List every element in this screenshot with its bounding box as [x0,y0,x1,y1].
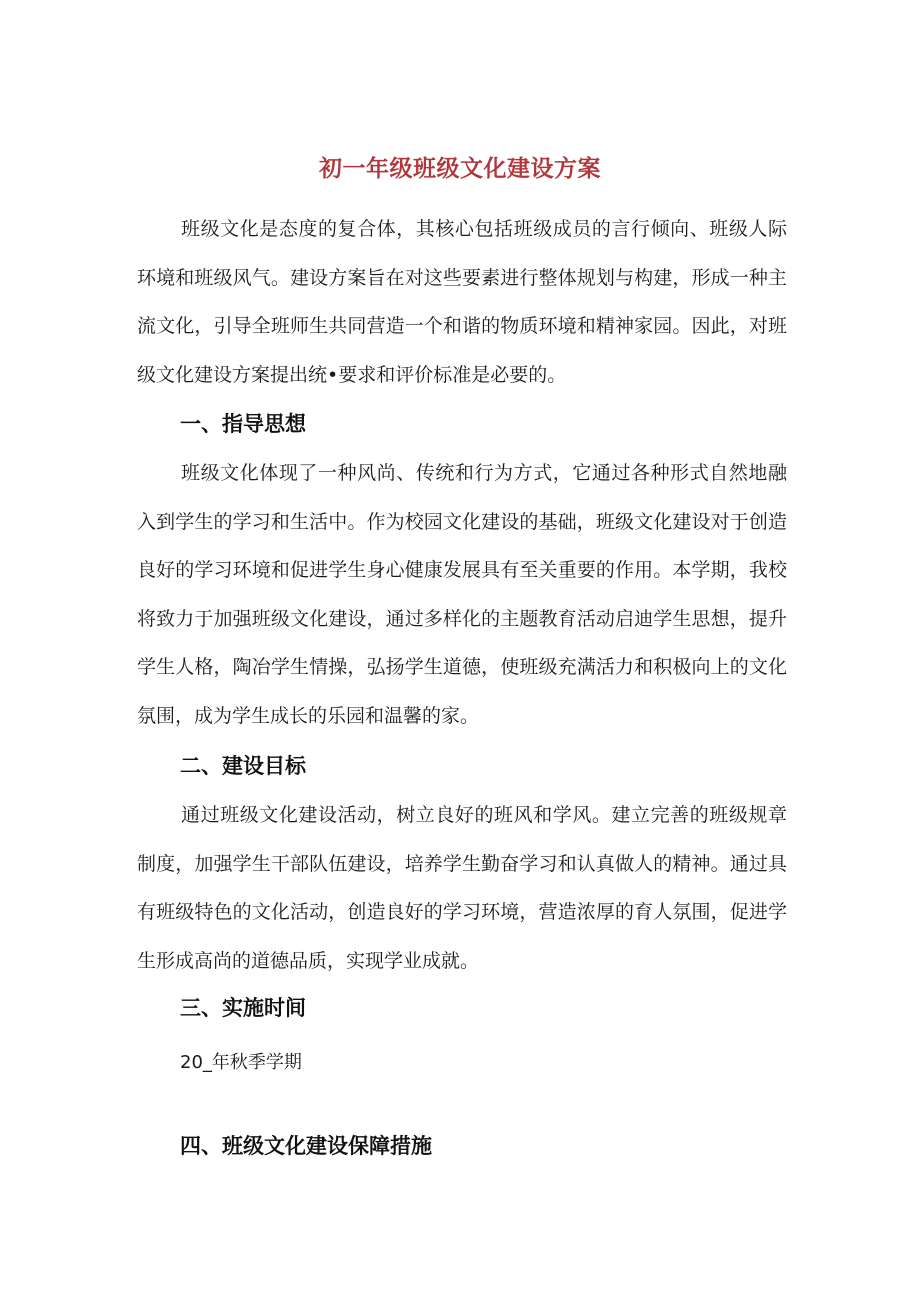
section-heading-goals: 二、建设目标 [180,754,306,778]
document-title: 初一年级班级文化建设方案 [319,156,601,183]
section-body-schedule: 20_年秋季学期 [180,1052,302,1073]
section-body-guiding-ideology: 班级文化体现了一种风尚、传统和行为方式，它通过各种形式自然地融入到学生的学习和生活中。作为校园文化建设的基础，班级文化建设对于创造良好的学习环境和促进学生身心健康发展具有至关重要的作用。本学期，我校将致力于加强班级文化建设，通过多样化的主题教育活动启迪学生思想，提升学生人格，陶冶学生情操，弘扬学生道德，使班级充满活力和积极向上的文化氛围，成为学生成长的乐园和温馨的家。 [137,462,787,727]
intro-paragraph: 班级文化是态度的复合体，其核心包括班级成员的言行倾向、班级人际环境和班级风气。建设方案旨在对这些要素进行整体规划与构建，形成一种主流文化，引导全班师生共同营造一个和谐的物质环境和精神家园。因此，对班级文化建设方案提出统•要求和评价标准是必要的。 [137,218,787,386]
section-body-goals: 通过班级文化建设活动，树立良好的班风和学风。建立完善的班级规章制度，加强学生干部队伍建设，培养学生勤奋学习和认真做人的精神。通过具有班级特色的文化活动，创造良好的学习环境，营造浓厚的育人氛围，促进学生形成高尚的道德品质，实现学业成就。 [137,804,787,972]
section-heading-schedule: 三、实施时间 [180,996,306,1020]
section-heading-guiding-ideology: 一、指导思想 [180,412,306,436]
section-heading-safeguards: 四、班级文化建设保障措施 [180,1134,432,1158]
